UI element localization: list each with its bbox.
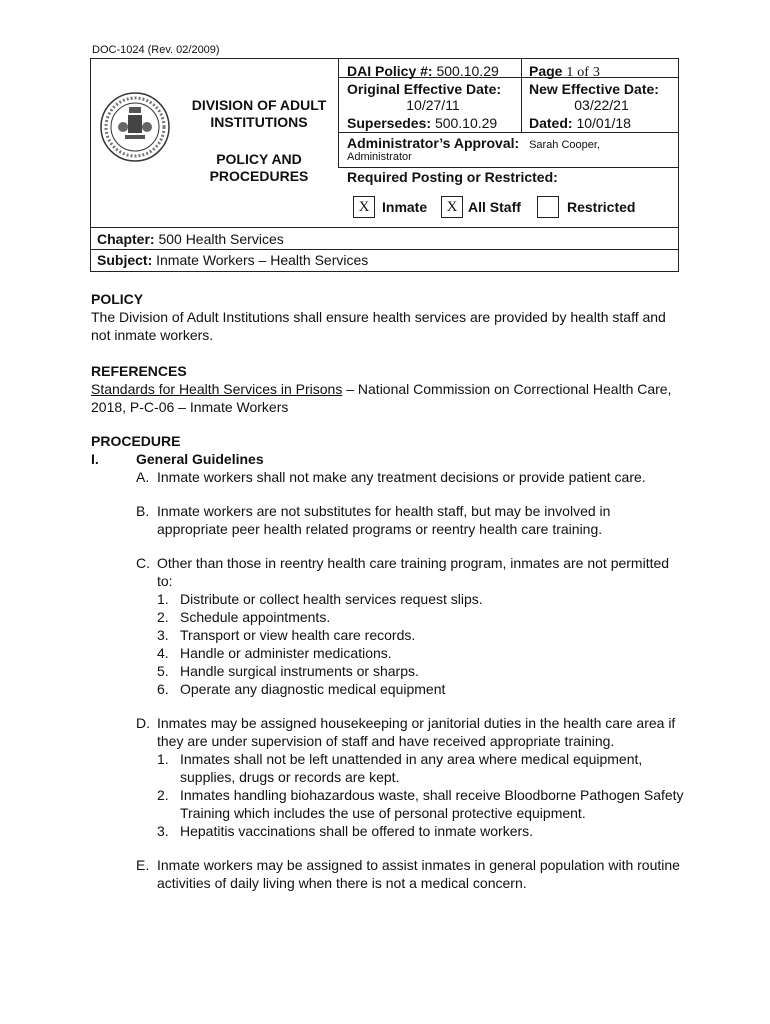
original-effective-date: 10/27/11 [406,97,460,113]
page-indicator: Page 1 of 3 [529,63,600,80]
references-heading: REFERENCES [91,363,187,379]
procedure-heading: PROCEDURE [91,433,181,449]
all-staff-label: All Staff [468,199,521,215]
approver-title: Administrator [347,151,412,163]
new-effective-date-label: New Effective Date: [529,81,659,97]
restricted-checkbox[interactable] [537,196,559,218]
restricted-label: Restricted [567,199,636,215]
sub-item: 1. Distribute or collect health services request slips. [157,591,483,607]
dated-field: Dated: 10/01/18 [529,115,631,131]
division-title: DIVISION OF ADULT INSTITUTIONS [191,97,327,130]
document-body [91,290,691,892]
sub-item: 2. Inmates handling biohazardous waste, shall receive Bloodborne Pathogen Safety Training which includes the use of personal protective equipment. [157,787,684,821]
list-item: A. Inmate workers shall not make any treatment decisions or provide patient care. [136,469,646,485]
sub-item: 1. Inmates shall not be left unattended in any area where medical equipment, supplies, drugs or records are kept. [157,751,643,785]
all-staff-checkbox[interactable]: X [441,196,463,218]
subject-line: Subject: Inmate Workers – Health Services [97,252,369,268]
administrator-approval: Administrator’s Approval: Sarah Cooper, [347,135,600,151]
document-form-id: DOC-1024 (Rev. 02/2009) [92,44,220,56]
list-item: B. Inmate workers are not substitutes for health staff, but may be involved in appropriate peer health related programs or reentry health care training. [136,503,611,537]
row-divider [338,132,679,133]
approver-name: Sarah Cooper, [529,139,600,151]
list-item: E. Inmate workers may be assigned to assist inmates in general population with routine activities of daily living when there is not a medical concern. [136,857,680,891]
inmate-label: Inmate [382,199,428,215]
chapter-line: Chapter: 500 Health Services [97,231,284,247]
policy-text: The Division of Adult Institutions shall ensure health services are provided by health staff and not inmate workers. [91,309,666,343]
list-item: D. Inmates may be assigned housekeeping or janitorial duties in the health care area if they are under supervision of staff and have received appropriate training. 1. Inmates shall not be left unattended in any area where medical equipment, supplies, drugs or records are kept. 2. Inmates handling biohazardous waste, shall receive Bloodborne Pathogen Safety Training which includes the use of personal protective equipment. 3. Hepatitis vaccinations shall be offered to inmate workers. [136,715,684,839]
policy-number-field: DAI Policy #: 500.10.29 [347,63,499,79]
sub-item: 3. Transport or view health care records. [157,627,416,643]
sub-item: 6. Operate any diagnostic medical equipment [157,681,446,697]
row-divider [91,249,678,250]
section-heading: I. General Guidelines [91,451,264,467]
inmate-checkbox[interactable]: X [353,196,375,218]
original-effective-date-label: Original Effective Date: [347,81,502,97]
policy-header-table [90,58,679,228]
list-item: C. Other than those in reentry health care training program, inmates are not permitted to: 1. Distribute or collect health services request slips. 2. Schedule appointments. 3. Transport or view health care records. 4. Handle or administer medications. 5. Handle surgical instruments or sharps. 6. Operate any diagnostic medical equipment [91,554,677,698]
reference-details: – National Commission on Correctional Health Care, 2018, P-C-06 – Inmate Workers [91,381,672,415]
sub-item: 4. Handle or administer medications. [157,645,392,661]
policy-procedures-title: POLICY AND PROCEDURES [209,151,309,184]
new-effective-date: 03/22/21 [574,97,629,113]
row-divider [338,167,679,168]
sub-item: 3. Hepatitis vaccinations shall be offered to inmate workers. [157,823,534,839]
column-divider [521,59,522,132]
references-text [91,380,681,416]
sub-item: 2. Schedule appointments. [157,609,331,625]
sub-item: 5. Handle surgical instruments or sharps. [157,663,419,679]
chapter-subject-box [90,228,679,272]
state-seal-icon [99,91,171,163]
posting-label: Required Posting or Restricted: [347,169,558,185]
reference-title: Standards for Health Services in Prisons [91,381,343,397]
policy-heading: POLICY [91,291,144,307]
column-divider [338,59,339,168]
supersedes-field: Supersedes: 500.10.29 [347,115,498,131]
